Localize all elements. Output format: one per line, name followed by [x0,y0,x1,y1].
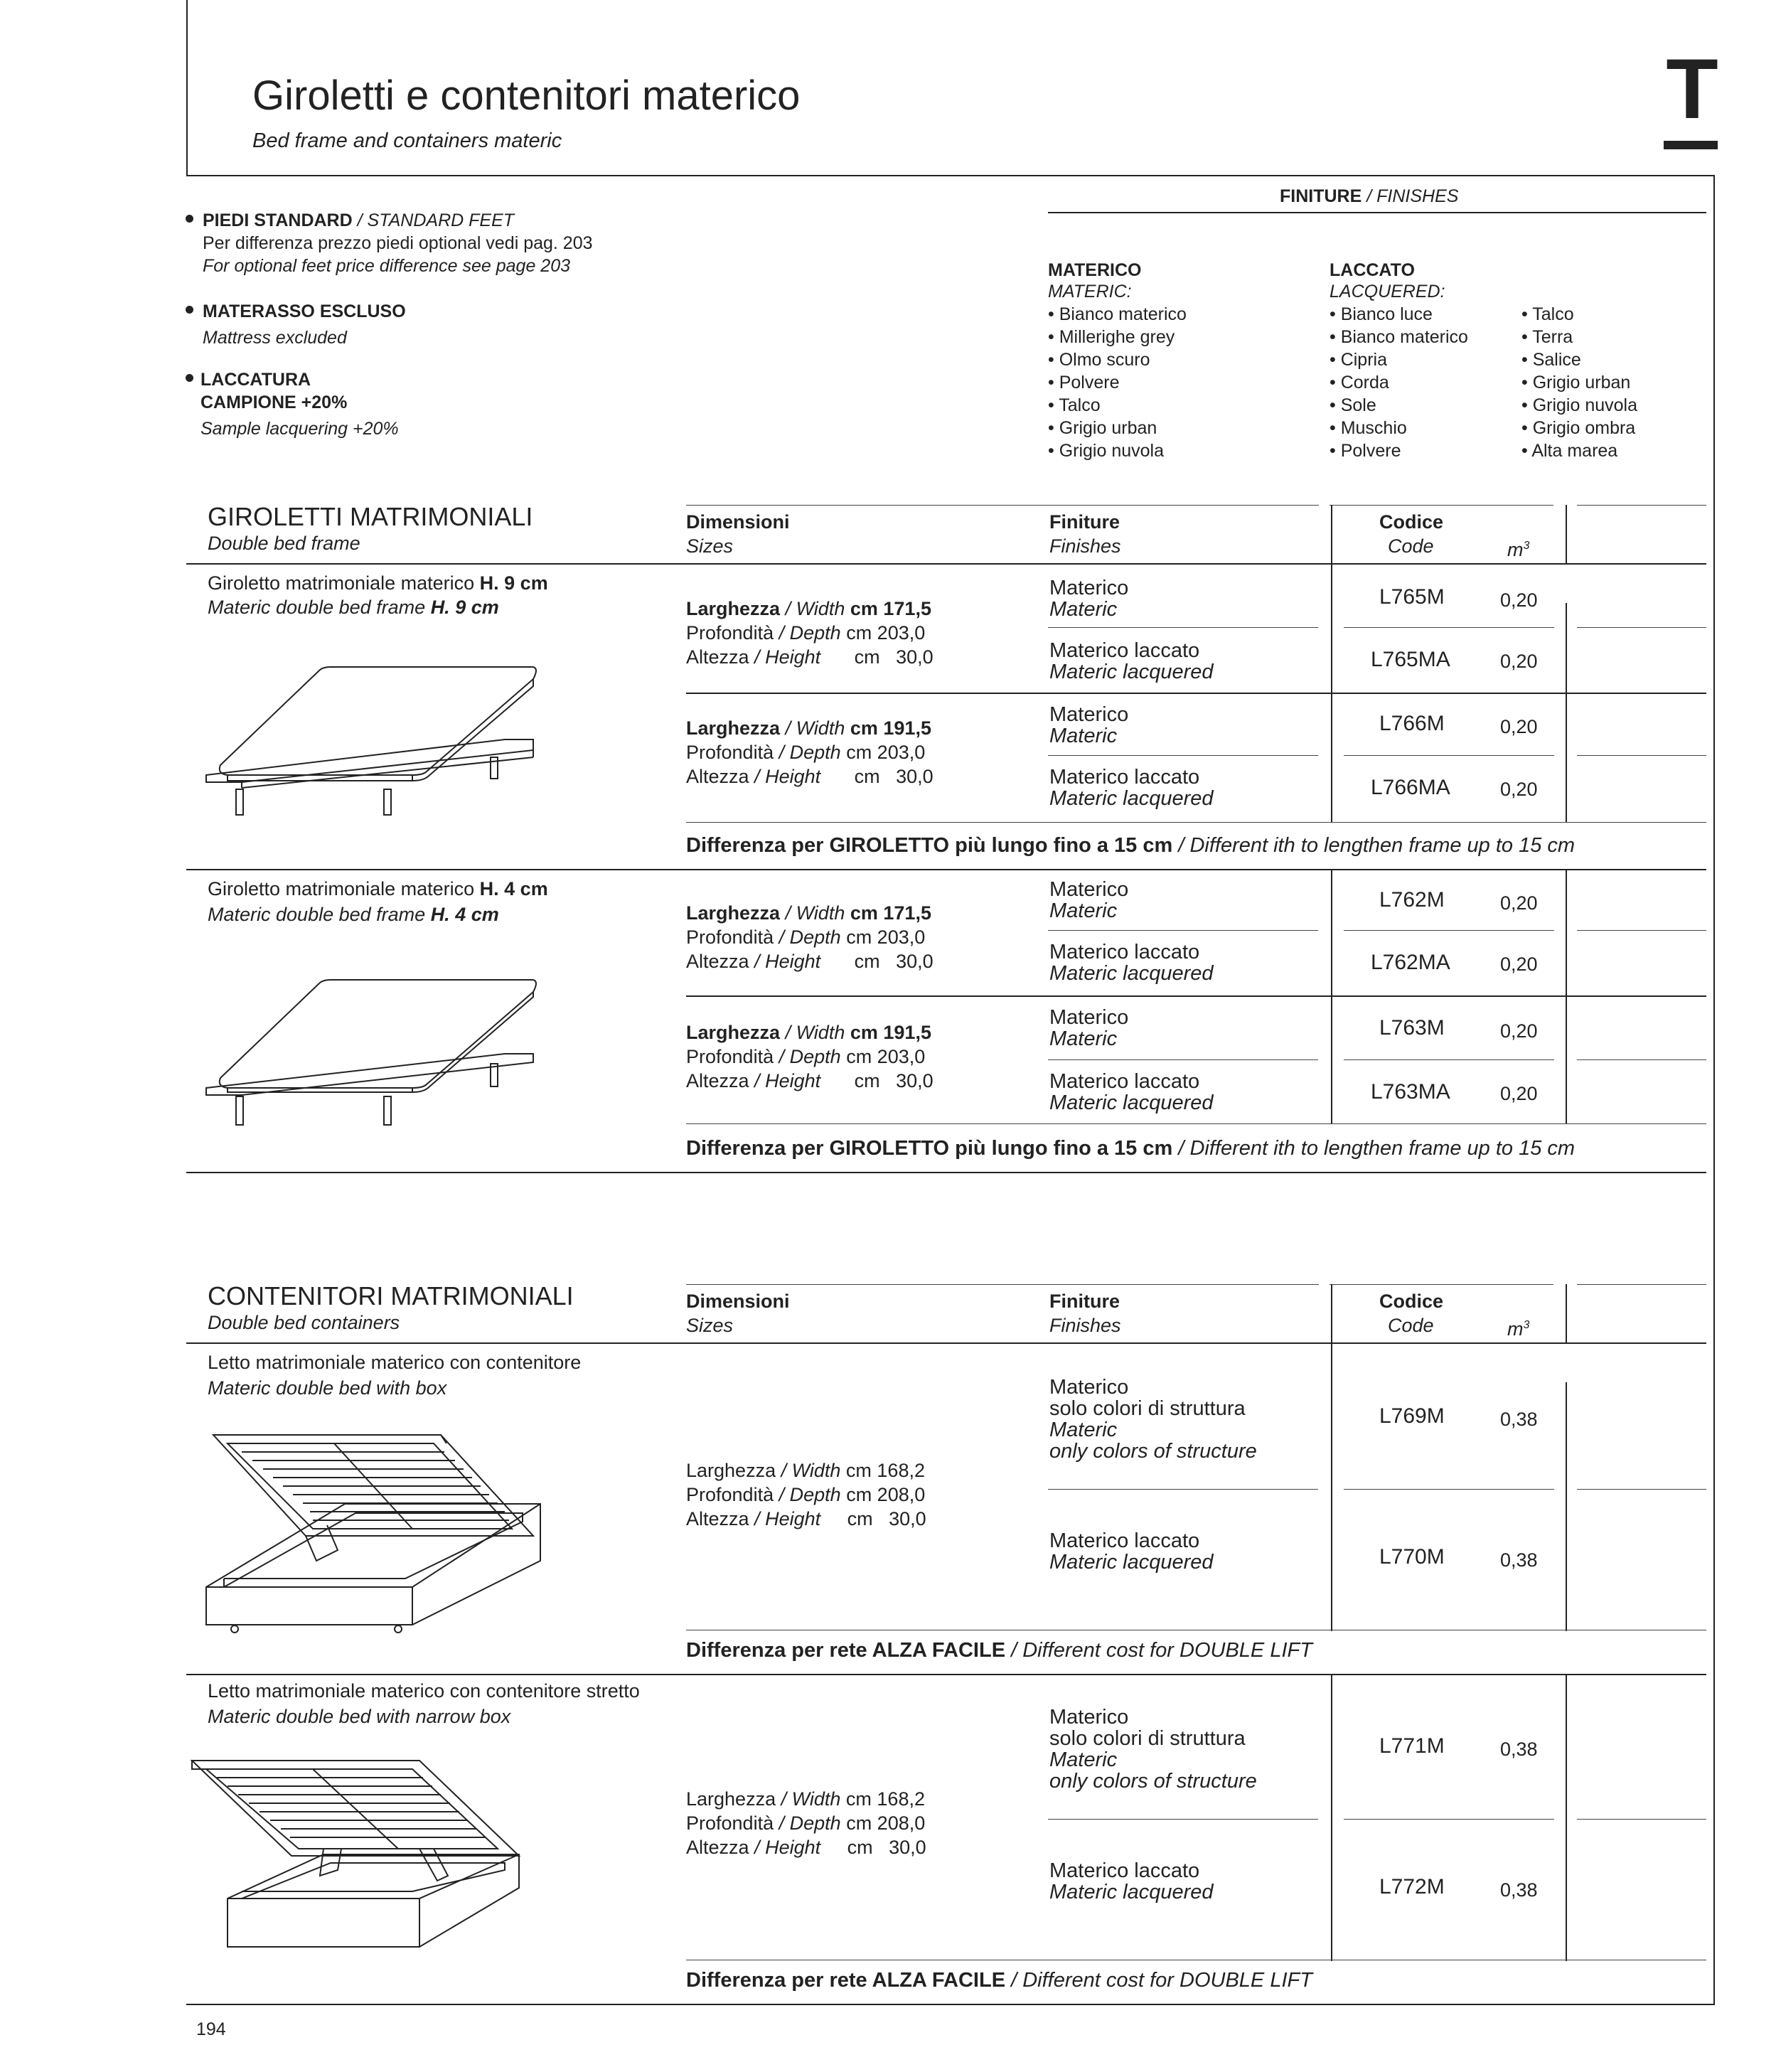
bed-container-illustration [199,1429,555,1635]
section-tab-bar [1664,141,1718,149]
header-line [686,505,1319,506]
row-line [1344,1489,1554,1490]
code-value: L763MA [1371,1080,1450,1104]
col-fin-en: Finishes [1049,535,1121,557]
row-line [1344,1819,1554,1820]
finish-materico-laccato: Materico laccato [1049,639,1200,662]
col-code-it: Codice [1379,511,1444,533]
finish-materic-lacquered: Materic lacquered [1049,787,1214,810]
col-code-en: Code [1388,535,1434,557]
m3-value: 0,38 [1500,1409,1538,1430]
materico-list [1048,303,1187,462]
code-col-right-line [1566,603,1567,822]
row-line [1344,755,1554,756]
finish-materic-lacquered: Materic lacquered [1049,661,1214,683]
row-line [1577,627,1706,628]
size-depth: Profondità / Depth cm 203,0 [686,742,926,763]
finish-item: • Cipria [1330,350,1387,370]
row-line [686,822,1706,823]
note-laccatura-en: Sample lacquering +20% [200,419,399,439]
page-title: Giroletti e contenitori materico [252,73,801,119]
col-fin-en: Finishes [1049,1315,1121,1336]
laccato-list-2 [1521,303,1637,462]
product-name-en: Materic double bed with narrow box [208,1706,511,1727]
col-dim-it: Dimensioni [686,1291,790,1312]
size-width: Larghezza / Width cm 171,5 [686,902,931,924]
finish-item: • Alta marea [1521,441,1618,461]
laccato-list-1 [1330,303,1468,462]
materico-title: MATERICO [1048,260,1142,280]
product-name-it: Letto matrimoniale materico con contenitore stretto [208,1680,640,1702]
note-piedi-line2: For optional feet price difference see page 203 [203,256,571,276]
finish-item: • Polvere [1330,441,1401,461]
m3-value: 0,20 [1500,1020,1538,1042]
size-height: Altezza / Height cm 30,0 [686,646,934,668]
finish-materico: Materico [1049,703,1129,726]
col-dim-en: Sizes [686,1315,734,1336]
row-line [1577,1489,1706,1490]
code-value: L770M [1379,1545,1445,1569]
finish-materic: Materic [1049,899,1118,922]
product-name-it: Giroletto matrimoniale materico H. 9 cm [208,572,548,594]
code-col-right-line [1566,1382,1567,1631]
m3-value: 0,20 [1500,716,1538,737]
finish-item: • Millerighe grey [1048,327,1175,347]
m3-value: 0,20 [1500,589,1538,611]
header-line [1577,1284,1706,1285]
finish-item: • Salice [1521,350,1581,370]
col-fin-it: Finiture [1049,511,1120,533]
finish-materico-laccato: Materico laccato [1049,1529,1200,1552]
size-depth: Profondità / Depth cm 203,0 [686,926,926,948]
surcharge-line: Differenza per GIROLETTO più lungo fino a 15 cm / Different ith to lengthen frame up to 15 cm [686,1137,1576,1160]
finish-materico-laccato: Materico laccato [1049,941,1200,963]
finish-materic-lacquered: Materic lacquered [1049,962,1214,985]
col-m3: $m^3$ [1507,1318,1530,1340]
frame-bottom-line [186,2004,1715,2005]
size-height: Altezza / Height cm 30,0 [686,766,934,787]
col-fin-it: Finiture [1049,1291,1120,1312]
finish-item: • Grigio nuvola [1521,395,1638,415]
finishes-divider [1048,212,1706,213]
row-line [1577,1819,1706,1820]
frame-left-line [186,0,188,176]
laccato-sub: LACQUERED: [1330,282,1445,301]
size-depth: Profondità / Depth cm 203,0 [686,1046,926,1067]
row-line [1048,627,1318,628]
product-name-en: Materic double bed frame H. 9 cm [208,597,499,618]
header-line [686,1284,1319,1285]
header-line [1577,505,1706,506]
finish-item: • Grigio urban [1048,418,1157,438]
table-header-line [186,563,1706,565]
finish-materic-lacquered: Materic lacquered [1049,1551,1214,1574]
size-width: Larghezza / Width cm 171,5 [686,598,931,619]
col-code-it: Codice [1379,1291,1444,1312]
bullet-icon [186,374,193,382]
size-depth: Profondità / Depth cm 208,0 [686,1484,926,1505]
row-line [686,995,1706,997]
code-value: L766MA [1371,776,1450,799]
finish-item: • Bianco materico [1048,304,1187,324]
m3-value: 0,20 [1500,954,1538,975]
code-col-right-line [1566,1674,1567,1961]
frame-top-line [186,175,1715,176]
row-line [1048,1489,1318,1490]
size-height: Altezza / Height cm 30,0 [686,1508,926,1529]
finish-solo-colori: solo colori di struttura [1049,1397,1246,1420]
code-value: L765MA [1371,648,1450,671]
surcharge-line: Differenza per rete ALZA FACILE / Different cost for DOUBLE LIFT [686,1969,1312,1992]
finish-item: • Terra [1521,327,1573,347]
finish-solo-colori: solo colori di struttura [1049,1727,1246,1750]
row-line [1577,930,1706,931]
m3-value: 0,20 [1500,651,1538,672]
note-piedi-title [203,209,514,232]
row-line [1048,930,1318,931]
row-line [1048,1819,1318,1820]
note-piedi-label: PIEDI STANDARD [203,210,353,230]
section-subtitle: Double bed frame [208,533,360,554]
finish-item: • Grigio nuvola [1048,441,1165,461]
bed-frame-illustration [199,967,540,1131]
section-divider [186,1172,1706,1173]
finish-item: • Corda [1330,373,1389,392]
finish-materic: Materic [1049,1027,1118,1050]
code-value: L772M [1379,1875,1445,1899]
note-materasso-label: MATERASSO ESCLUSO [203,301,406,321]
finish-materico-laccato: Materico laccato [1049,1070,1200,1093]
m3-value: 0,20 [1500,892,1538,914]
page-subtitle: Bed frame and containers materic [252,129,562,152]
code-col-left-line [1331,1284,1332,1631]
header-line [1330,505,1553,506]
finish-materico: Materico [1049,878,1129,901]
row-line [1577,755,1706,756]
size-height: Altezza / Height cm 30,0 [686,1837,926,1858]
finish-item: • Olmo scuro [1048,350,1150,370]
finish-materic-lacquered: Materic lacquered [1049,1091,1214,1114]
bullet-icon [186,306,193,314]
finish-item: • Muschio [1330,418,1407,438]
code-value: L765M [1379,585,1445,609]
finish-materico: Materico [1049,577,1129,599]
page-number: 194 [196,2019,226,2039]
product-name-en: Materic double bed frame H. 4 cm [208,904,499,925]
finish-materic: Materic [1049,725,1118,747]
table-header-line [186,1342,1706,1344]
code-value: L766M [1379,712,1445,735]
m3-value: 0,20 [1500,779,1538,800]
finish-item: • Bianco luce [1330,304,1433,324]
laccato-title: LACCATO [1330,260,1415,280]
finish-materico: Materico [1049,1376,1129,1399]
row-line [1344,1059,1554,1060]
product-name-en: Materic double bed with box [208,1377,447,1399]
row-line [686,1123,1706,1124]
materico-sub: MATERIC: [1048,282,1132,301]
finish-item: • Bianco materico [1330,327,1468,347]
finish-materic: Materic [1049,598,1118,621]
finish-materico-laccato: Materico laccato [1049,1859,1200,1882]
product-name-it: Letto matrimoniale materico con contenitore [208,1352,582,1373]
m3-value: 0,38 [1500,1549,1538,1571]
row-line [1048,1059,1318,1060]
m3-value: 0,20 [1500,1083,1538,1104]
section-title: CONTENITORI MATRIMONIALI [208,1281,574,1310]
size-depth: Profondità / Depth cm 208,0 [686,1812,926,1834]
size-height: Altezza / Height cm 30,0 [686,951,934,972]
size-width: Larghezza / Width cm 168,2 [686,1788,925,1810]
bed-container-illustration [185,1756,526,1955]
col-m3: $m^3$ [1507,539,1530,560]
row-line [1344,930,1554,931]
finish-item: • Sole [1330,395,1376,415]
bullet-icon [186,215,193,223]
finish-only-colors: only colors of structure [1049,1440,1257,1463]
finish-materic: Materic [1049,1748,1118,1771]
finish-item: • Grigio ombra [1521,418,1636,438]
row-line [1048,755,1318,756]
code-col-left-line [1331,1674,1332,1961]
header-line [1330,1284,1553,1285]
m3-value: 0,38 [1500,1739,1538,1760]
note-materasso-en: Mattress excluded [203,328,347,348]
note-piedi-line1: Per differenza prezzo piedi optional vedi pag. 203 [203,233,593,253]
section-title: GIROLETTI MATRIMONIALI [208,502,533,531]
product-divider [186,869,1706,870]
finish-materico: Materico [1049,1006,1129,1029]
code-col-right-line [1566,1284,1567,1342]
m3-value: 0,38 [1500,1879,1538,1901]
code-value: L762MA [1371,951,1450,974]
finish-materic: Materic [1049,1419,1118,1441]
row-line [686,693,1706,694]
code-value: L763M [1379,1016,1445,1040]
finish-item: • Talco [1521,304,1574,324]
product-name-it: Giroletto matrimoniale materico H. 4 cm [208,878,548,899]
finish-item: • Grigio urban [1521,373,1631,392]
col-code-en: Code [1388,1315,1434,1336]
code-col-right-line [1566,505,1567,563]
finish-materico: Materico [1049,1706,1129,1729]
frame-right-line [1713,175,1715,2005]
size-depth: Profondità / Depth cm 203,0 [686,622,926,644]
finish-only-colors: only colors of structure [1049,1770,1257,1793]
col-dim-en: Sizes [686,535,734,557]
code-col-left-line [1331,505,1332,822]
section-tab-letter: T [1666,41,1718,137]
bed-frame-illustration [199,654,540,825]
finish-materic-lacquered: Materic lacquered [1049,1881,1214,1903]
note-piedi-en: / STANDARD FEET [357,210,515,230]
row-line [1577,1059,1706,1060]
size-width: Larghezza / Width cm 168,2 [686,1460,925,1481]
finishes-header-en: / FINISHES [1366,186,1459,206]
finishes-header-it: FINITURE [1280,186,1362,206]
finish-materico-laccato: Materico laccato [1049,766,1200,789]
col-dim-it: Dimensioni [686,511,790,533]
product-divider [186,1674,1706,1675]
code-value: L769M [1379,1404,1445,1428]
size-width: Larghezza / Width cm 191,5 [686,1022,931,1043]
surcharge-line: Differenza per GIROLETTO più lungo fino a 15 cm / Different ith to lengthen frame up to 15 cm [686,834,1576,857]
surcharge-line: Differenza per rete ALZA FACILE / Different cost for DOUBLE LIFT [686,1639,1312,1662]
finish-item: • Polvere [1048,373,1120,392]
note-laccatura-label1: LACCATURA [200,370,311,390]
finish-item: • Talco [1048,395,1101,415]
row-line [1344,627,1554,628]
section-subtitle: Double bed containers [208,1312,400,1333]
code-value: L762M [1379,888,1445,912]
note-laccatura-label2: CAMPIONE +20% [200,392,348,412]
finishes-header [1280,185,1458,208]
size-width: Larghezza / Width cm 191,5 [686,717,931,739]
size-height: Altezza / Height cm 30,0 [686,1070,934,1091]
code-value: L771M [1379,1734,1445,1758]
